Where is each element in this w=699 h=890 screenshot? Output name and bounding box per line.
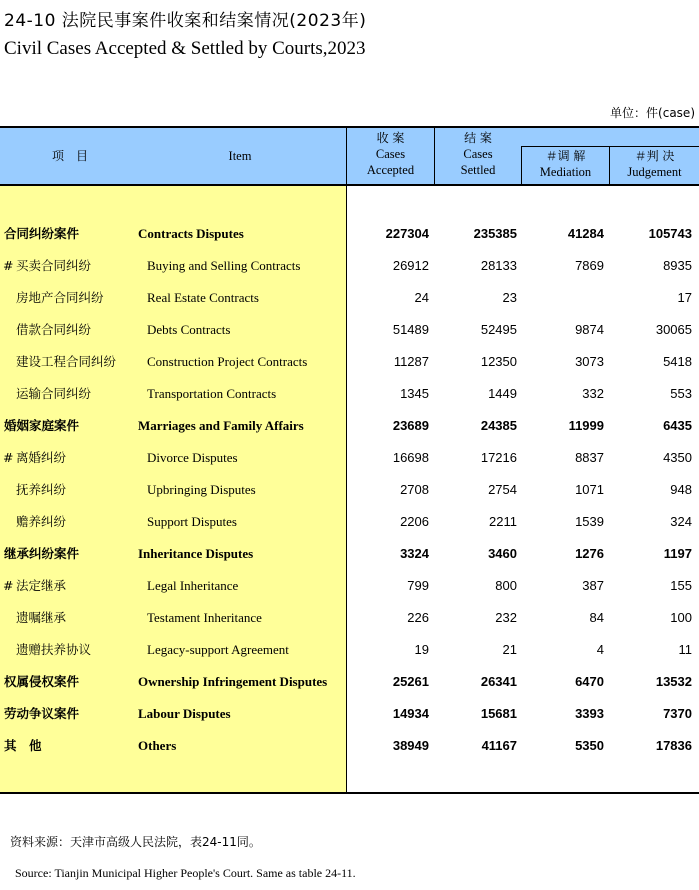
cell-judgement: 324 — [670, 514, 692, 529]
row-label-cn: 赡养纠纷 — [16, 514, 67, 529]
row-label-en: Others — [138, 738, 177, 753]
row-label-en: Labour Disputes — [138, 706, 231, 721]
table-row — [0, 378, 699, 410]
row-label-cn: 婚姻家庭案件 — [4, 418, 80, 433]
row-label-en: Buying and Selling Contracts — [147, 258, 301, 273]
cell-accepted: 19 — [414, 642, 429, 657]
cell-settled: 2211 — [489, 514, 517, 529]
row-hash-mark: # — [3, 450, 14, 465]
cell-mediation: 84 — [589, 610, 604, 625]
table-row — [0, 538, 699, 570]
cell-settled: 21 — [502, 642, 517, 657]
cell-mediation: 41284 — [567, 226, 604, 241]
row-label-en: Contracts Disputes — [138, 226, 244, 241]
table-row — [0, 410, 699, 442]
cell-mediation: 1071 — [575, 482, 604, 497]
row-label-cn: 运输合同纠纷 — [16, 386, 92, 401]
cell-mediation: 1539 — [575, 514, 604, 529]
cell-settled: 1449 — [488, 386, 517, 401]
cell-accepted: 2708 — [400, 482, 429, 497]
header-mediation: ＃调 解 Mediation — [539, 149, 592, 179]
cell-mediation: 8837 — [575, 450, 604, 465]
row-label-cn: 房地产合同纠纷 — [16, 290, 104, 305]
cell-mediation: 3393 — [575, 706, 604, 721]
cell-judgement: 948 — [670, 482, 692, 497]
cell-judgement: 155 — [670, 578, 692, 593]
cell-settled: 15681 — [480, 706, 517, 721]
cell-judgement: 105743 — [648, 226, 692, 241]
cell-accepted: 3324 — [400, 546, 429, 561]
cell-settled: 2754 — [488, 482, 517, 497]
header-item-cn: 项 目 — [51, 149, 88, 163]
table-row — [0, 602, 699, 634]
cell-accepted: 25261 — [392, 674, 429, 689]
cell-mediation: 5350 — [575, 738, 604, 753]
row-label-en: Construction Project Contracts — [147, 354, 308, 369]
data-table — [0, 126, 699, 794]
cell-judgement: 8935 — [663, 258, 692, 273]
header-accepted: 收 案 Cases Accepted — [366, 131, 415, 177]
row-label-en: Transportation Contracts — [147, 386, 277, 401]
cell-accepted: 11287 — [393, 354, 429, 369]
row-label-cn: 继承纠纷案件 — [4, 546, 80, 561]
cell-judgement: 13532 — [655, 674, 692, 689]
subheader-rule — [521, 146, 699, 147]
row-label-cn: 合同纠纷案件 — [4, 226, 80, 241]
row-label-en: Real Estate Contracts — [147, 290, 259, 305]
row-label-en: Divorce Disputes — [147, 450, 238, 465]
row-label-cn: 借款合同纠纷 — [16, 322, 92, 337]
cell-settled: 800 — [495, 578, 517, 593]
cell-accepted: 23689 — [392, 418, 429, 433]
cell-mediation: 387 — [582, 578, 604, 593]
table-row — [0, 666, 699, 698]
row-label-cn: 建设工程合同纠纷 — [16, 354, 117, 369]
row-hash-mark: # — [3, 578, 14, 593]
top-rule — [0, 126, 699, 128]
bottom-rule — [0, 792, 699, 794]
cell-judgement: 1197 — [663, 546, 692, 561]
cell-accepted: 227304 — [385, 226, 429, 241]
row-label-cn: 权属侵权案件 — [4, 674, 80, 689]
source-note-cn: 资料来源：天津市高级人民法院，表24-11同。 — [10, 835, 261, 849]
page-title-en: Civil Cases Accepted & Settled by Courts,2023 — [4, 38, 366, 59]
row-label-cn: 遗赠扶养协议 — [16, 642, 92, 657]
cell-settled: 41167 — [481, 738, 517, 753]
cell-accepted: 26912 — [392, 258, 429, 273]
row-label-cn: 买卖合同纠纷 — [16, 258, 92, 273]
table-row — [0, 698, 699, 730]
cell-mediation: 4 — [596, 642, 604, 657]
row-label-en: Legacy-support Agreement — [147, 642, 289, 657]
row-label-cn: 劳动争议案件 — [4, 706, 80, 721]
cell-judgement: 11 — [678, 642, 692, 657]
cell-accepted: 226 — [407, 610, 429, 625]
row-label-cn: 其 他 — [4, 738, 42, 753]
row-label-en: Debts Contracts — [147, 322, 231, 337]
cell-accepted: 799 — [407, 578, 429, 593]
cell-accepted: 2206 — [400, 514, 429, 529]
row-label-en: Legal Inheritance — [147, 578, 239, 593]
cell-judgement: 5418 — [663, 354, 692, 369]
cell-accepted: 16698 — [392, 450, 429, 465]
cell-judgement: 30065 — [655, 322, 692, 337]
row-hash-mark: # — [3, 258, 14, 273]
cell-mediation: 6470 — [575, 674, 604, 689]
table-row — [0, 474, 699, 506]
row-label-en: Marriages and Family Affairs — [138, 418, 304, 433]
source-note-en: Source: Tianjin Municipal Higher People's Court. Same as table 24-11. — [15, 866, 356, 880]
table-row — [0, 634, 699, 666]
cell-judgement: 17 — [677, 290, 692, 305]
cell-settled: 24385 — [480, 418, 517, 433]
cell-settled: 23 — [502, 290, 517, 305]
row-label-en: Support Disputes — [147, 514, 237, 529]
table-row — [0, 346, 699, 378]
cell-mediation: 3073 — [575, 354, 604, 369]
row-label-cn: 法定继承 — [16, 578, 67, 593]
table-row — [0, 506, 699, 538]
cell-mediation: 9874 — [575, 322, 604, 337]
row-label-cn: 遗嘱继承 — [16, 610, 67, 625]
table-row — [0, 570, 699, 602]
cell-accepted: 1345 — [400, 386, 429, 401]
cell-accepted: 14934 — [392, 706, 429, 721]
cell-mediation: 7869 — [575, 258, 604, 273]
cell-accepted: 51489 — [392, 322, 429, 337]
row-label-en: Upbringing Disputes — [147, 482, 256, 497]
header-rule — [0, 184, 699, 186]
cell-settled: 17216 — [480, 450, 517, 465]
cell-accepted: 24 — [414, 290, 429, 305]
table-row — [0, 250, 699, 282]
table-row — [0, 282, 699, 314]
table-row — [0, 218, 699, 250]
table-row — [0, 442, 699, 474]
cell-settled: 232 — [495, 610, 517, 625]
cell-judgement: 4350 — [663, 450, 692, 465]
cell-accepted: 38949 — [392, 738, 429, 753]
cell-judgement: 7370 — [663, 706, 692, 721]
cell-settled: 235385 — [473, 226, 517, 241]
cell-judgement: 100 — [670, 610, 692, 625]
table-row — [0, 730, 699, 762]
unit-label: 单位：件(case) — [610, 106, 695, 120]
header-judgement: ＃判 决 Judgement — [627, 149, 682, 179]
header-settled: 结 案 Cases Settled — [460, 131, 496, 177]
cell-judgement: 17836 — [655, 738, 692, 753]
cell-settled: 3460 — [488, 546, 517, 561]
cell-settled: 28133 — [480, 258, 517, 273]
row-label-cn: 离婚纠纷 — [16, 450, 67, 465]
cell-judgement: 6435 — [663, 418, 692, 433]
cell-mediation: 332 — [582, 386, 604, 401]
cell-mediation: 1276 — [575, 546, 604, 561]
cell-settled: 26341 — [480, 674, 517, 689]
row-label-en: Ownership Infringement Disputes — [138, 674, 328, 689]
row-label-en: Inheritance Disputes — [138, 546, 254, 561]
cell-mediation: 11999 — [568, 418, 604, 433]
table-row — [0, 314, 699, 346]
cell-judgement: 553 — [670, 386, 692, 401]
page-title-cn: 24-10 法院民事案件收案和结案情况(2023年) — [4, 11, 367, 31]
cell-settled: 12350 — [480, 354, 517, 369]
row-label-cn: 抚养纠纷 — [16, 482, 67, 497]
header-item-en: Item — [228, 149, 252, 163]
cell-settled: 52495 — [480, 322, 517, 337]
row-label-en: Testament Inheritance — [147, 610, 262, 625]
